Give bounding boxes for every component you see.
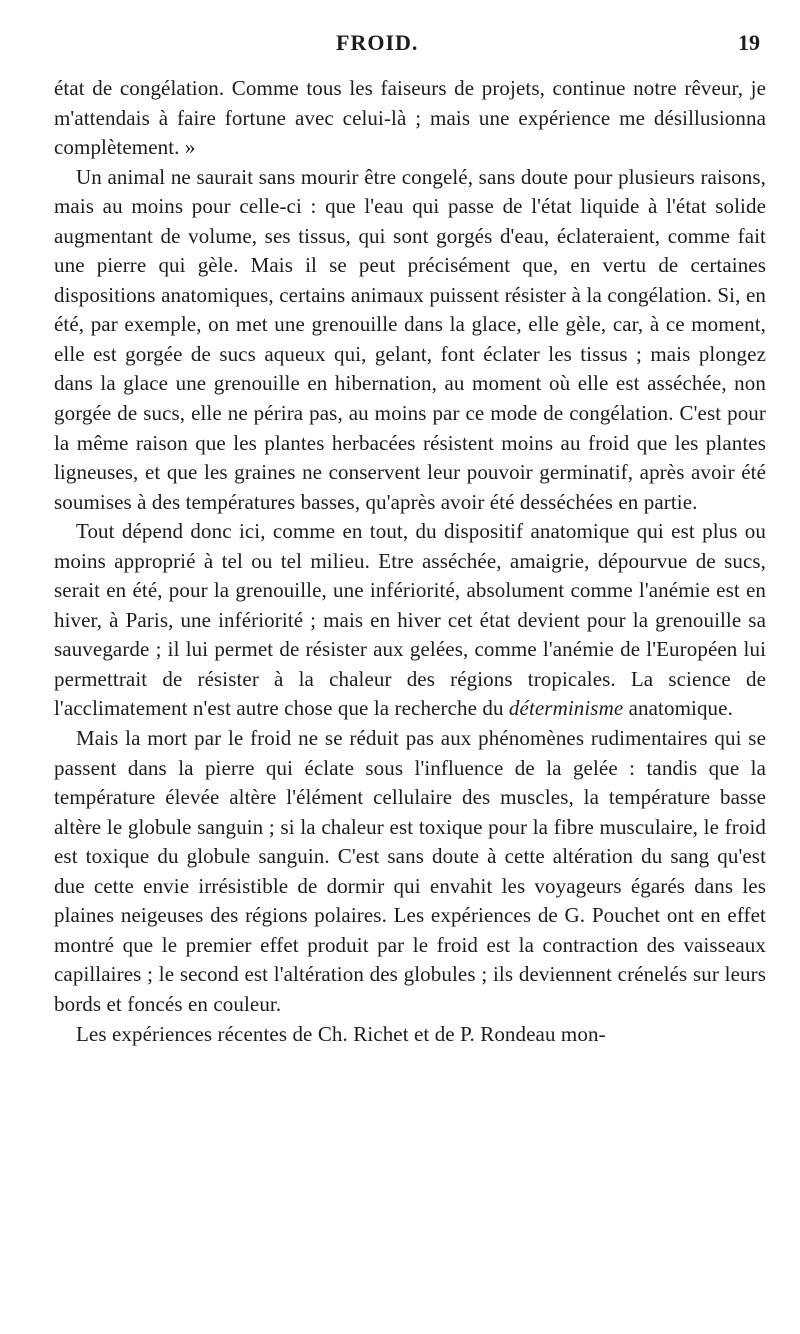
paragraph-freezing: Un animal ne saurait sans mourir être congelé, sans doute pour plusieurs raisons, mais au moins pour celle-ci : que l'eau qui passe de l'état liquide à l'état solide augmentant de volume, ses tissus, qui sont gorgés d'eau, éclateraient, comme fait une pierre qui gèle. Mais il se peut précisément que, en vertu de certaines dispositions anatomiques, certains animaux puissent résister à la congélation. Si, en été, par exemple, on met une grenouille dans la glace, elle gèle, car, à ce moment, elle est gorgée de sucs aqueux qui, gelant, font éclater les tissus ; mais plongez dans la glace une grenouille en hibernation, au moment où elle est asséchée, non gorgée de sucs, elle ne périra pas, au moins par ce mode de congélation. C'est pour la même raison que les plantes herbacées résistent moins au froid que les plantes ligneuses, et que les graines ne conservent leur pouvoir germinatif, après avoir été soumises à des températures basses, qu'après avoir été desséchées en partie. [54, 164, 766, 514]
body-text [54, 74, 766, 1049]
paragraph-experiments: Les expériences récentes de Ch. Richet et de P. Rondeau mon- [76, 1021, 606, 1046]
paragraph-blood: Mais la mort par le froid ne se réduit pas aux phénomènes rudimentaires qui se passent dans la pierre qui éclate sous l'influence de la gelée : tandis que la température élevée altère l'élément cellulaire des muscles, la température basse altère le globule sanguin ; si la chaleur est toxique pour la fibre musculaire, le froid est toxique du globule sanguin. C'est sans doute à cette altération du sang qu'est due cette envie irrésistible de dormir qui envahit les voyageurs égarés dans les plaines neigeuses des régions polaires. Les expériences de G. Pouchet ont en effet montré que le premier effet produit par le froid est la contraction des vaisseaux capillaires ; le second est l'altération des globules ; ils deviennent crénelés sur leurs bords et foncés en couleur. [54, 726, 766, 1016]
paragraph-continued: état de congélation. Comme tous les faiseurs de projets, continue notre rêveur, je m'attendais à faire fortune avec celui-là ; mais une expérience me désillusionna complètement. » [54, 76, 766, 160]
book-page [54, 30, 766, 1049]
page-number: 19 [738, 30, 760, 55]
paragraph-anatomy [54, 517, 766, 724]
running-title: FROID. [336, 30, 419, 55]
running-head [54, 30, 766, 74]
paragraph-anatomy-text: Tout dépend donc ici, comme en tout, du dispositif anatomique qui est plus ou moins approprié à tel ou tel milieu. Etre asséchée, amaigrie, dépourvue de sucs, serait en été, pour la grenouille, une infériorité, absolument comme l'anémie est en hiver, à Paris, une infériorité ; mais en hiver cet état devient pour la grenouille sa sauvegarde ; il lui permet de résister aux gelées, comme l'anémie de l'Européen lui permettrait de résister à la chaleur des régions tropicales. La science de l'acclimatement n'est autre chose que la recherche du [54, 519, 766, 721]
paragraph-anatomy-end: anatomique. [623, 696, 733, 721]
emphasized-term: déterminisme [508, 696, 624, 721]
